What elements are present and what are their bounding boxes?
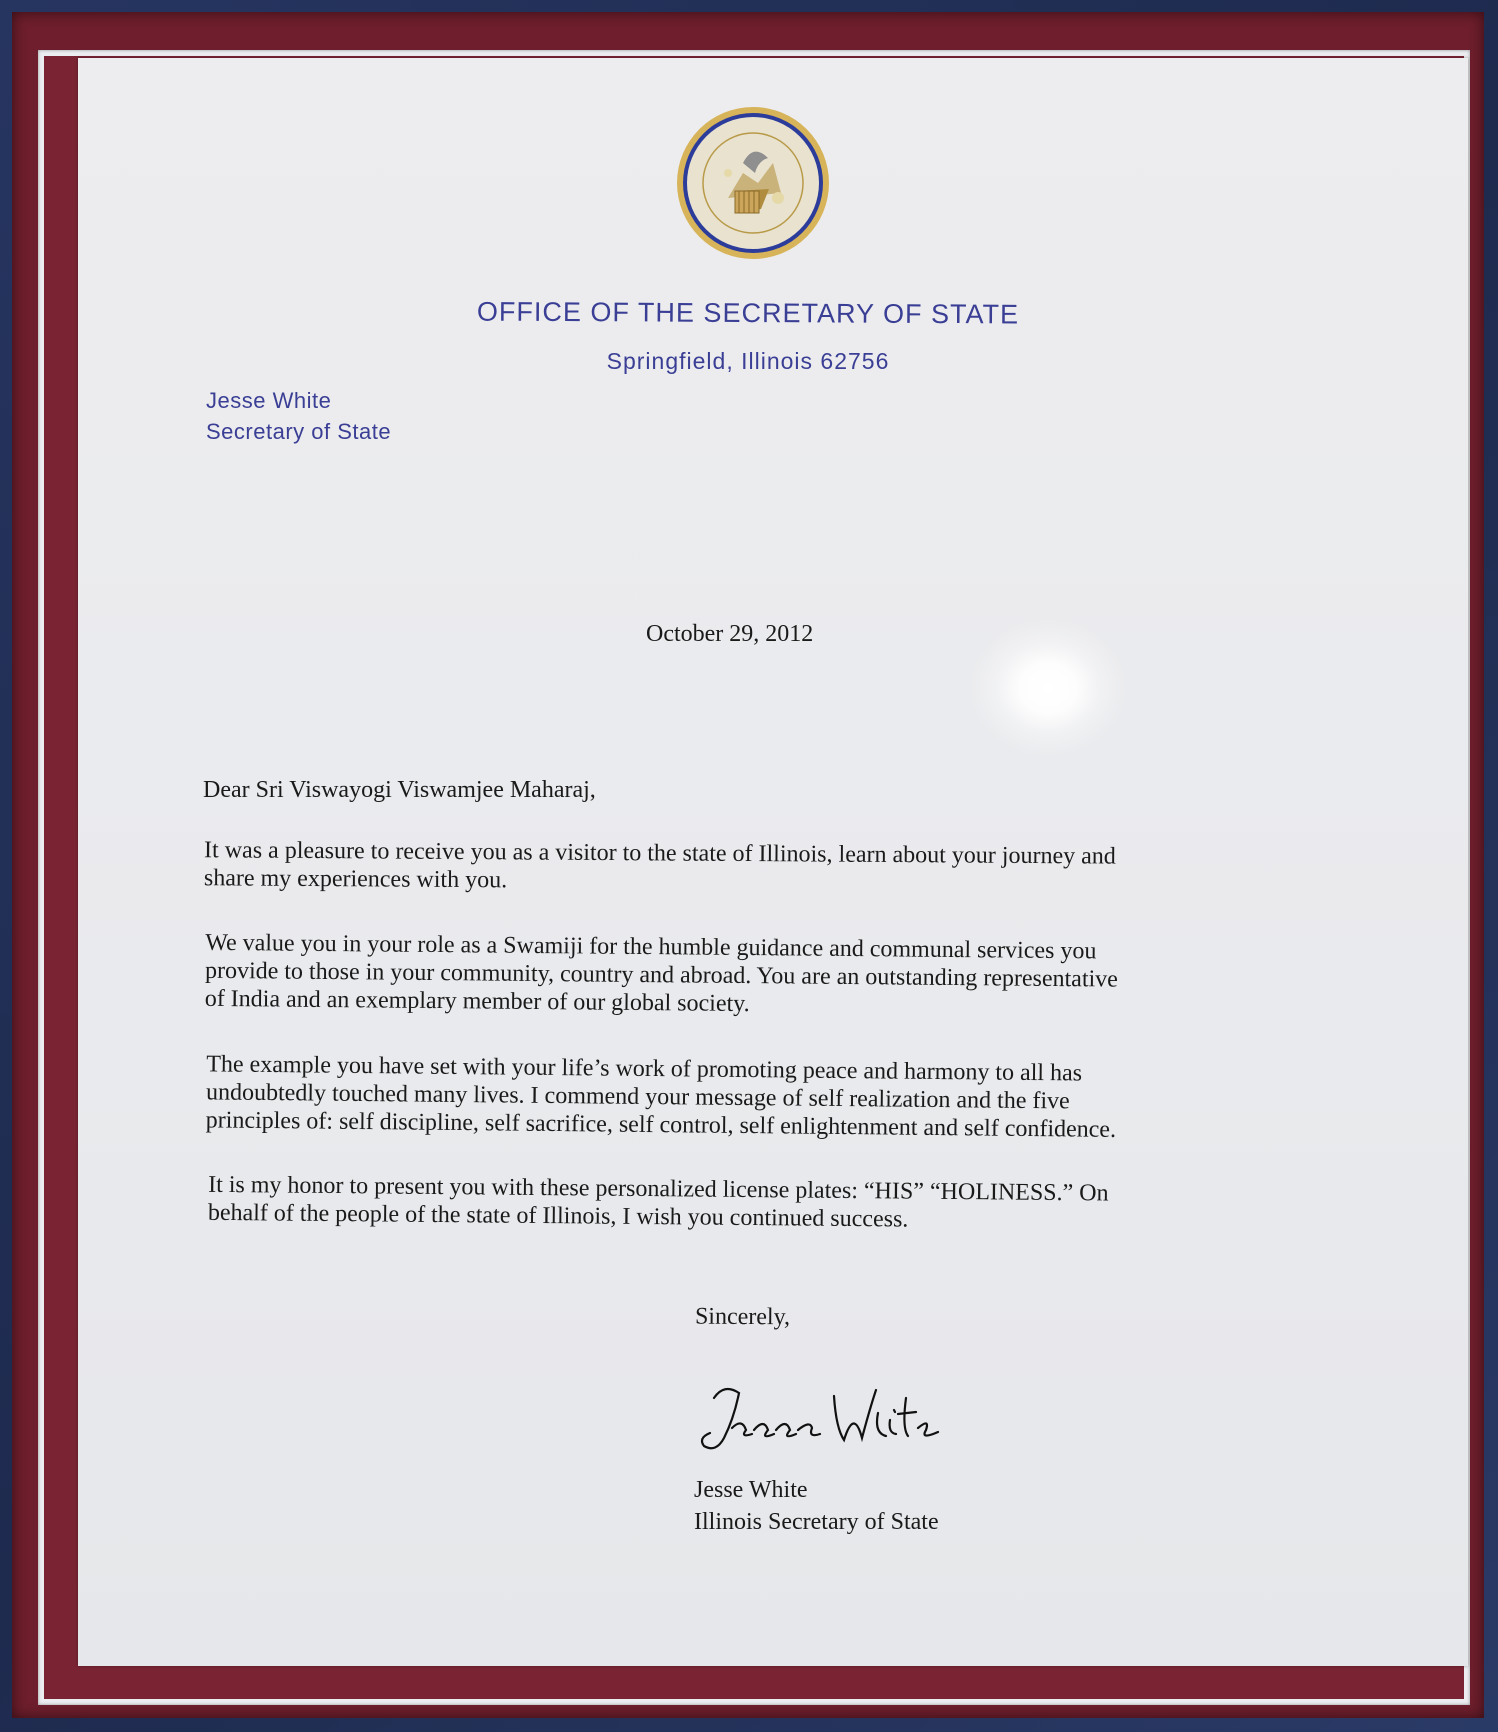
flash-glare [968, 618, 1128, 758]
closing: Sincerely, [694, 1303, 791, 1331]
letterhead-sender-title: Secretary of State [206, 419, 392, 444]
salutation: Dear Sri Viswayogi Viswamjee Maharaj, [203, 777, 596, 803]
handwritten-signature [694, 1378, 994, 1468]
letterhead-sender-name: Jesse White [206, 388, 332, 413]
paragraph-line: share my experiences with you. [203, 865, 508, 894]
paragraph-line: undoubtedly touched many lives. I commend your message of self realization and the five [205, 1079, 1070, 1115]
paragraph-1 [204, 836, 1284, 900]
letter-paper [78, 58, 1468, 1666]
paragraph-line: of India and an exemplary member of our global society. [204, 985, 750, 1018]
signer-name: Jesse White [694, 1477, 808, 1503]
office-address: Springfield, Illinois 62756 [606, 348, 890, 374]
paragraph-line: The example you have set with your life’s work of promoting peace and harmony to all has [206, 1051, 1083, 1087]
paragraph-line: We value you in your role as a Swamiji for the humble guidance and communal services you [205, 929, 1097, 965]
paragraph-line: provide to those in your community, country and abroad. You are an outstanding representative [204, 957, 1119, 993]
paragraph-line: It is my honor to present you with these personalized license plates: “HIS” “HOLINESS.” On [208, 1171, 1109, 1207]
paragraph-4 [208, 1171, 1288, 1237]
paragraph-line: principles of: self discipline, self sacrifice, self control, self enlightenment and self confidence. [205, 1107, 1117, 1143]
state-seal-icon [673, 103, 833, 263]
paragraph-2 [205, 929, 1286, 1023]
paragraph-line: behalf of the people of the state of Illinois, I wish you continued success. [207, 1199, 909, 1233]
office-title: OFFICE OF THE SECRETARY OF STATE [476, 296, 1020, 330]
letter-date: October 29, 2012 [646, 621, 814, 647]
signer-title: Illinois Secretary of State [694, 1509, 939, 1535]
paragraph-line: It was a pleasure to receive you as a visitor to the state of Illinois, learn about your journey and [204, 837, 1116, 870]
paragraph-3 [206, 1050, 1287, 1145]
